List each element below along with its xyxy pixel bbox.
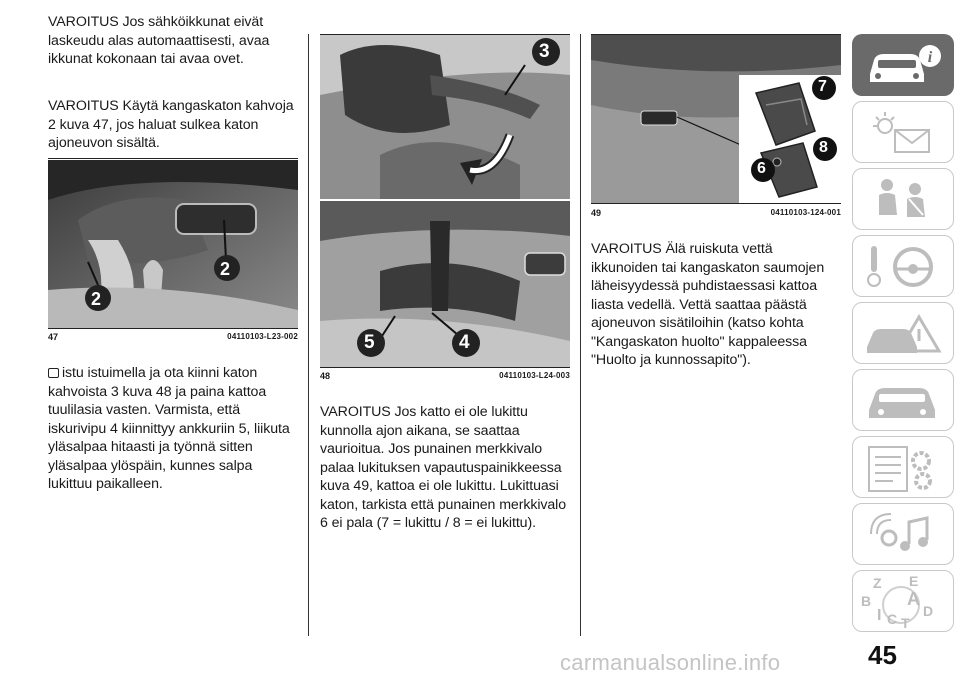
index-letter-z: Z [873, 575, 882, 591]
warning-text-1: VAROITUS Jos sähköikkunat eivät laskeudu alas automaattisesti, avaa ikkunat kokonaan tai avaa ovet. [48, 14, 270, 67]
figure-49-photo [591, 35, 841, 203]
warning-lights-icon [853, 102, 955, 164]
instruction-body: istu istuimella ja ota kiinni katon kahvoista 3 kuva 48 ja paina kattoa tuulilasia vasten. Varmista, että iskurivipu 4 kiinnittyy ankkuriin 5, liikuta yläsalpaa hitaasti ja työnnä sitten yläsalpaa ylöspäin, kunnes salpa lukittuu paikalleen. [48, 365, 290, 492]
multimedia-icon [853, 504, 955, 566]
index-letter-t: T [901, 615, 910, 631]
column-divider-2 [580, 34, 581, 636]
figure-49-label-7: 7 [818, 78, 827, 95]
index-letter-c: C [887, 611, 898, 627]
index-letter-a: A [907, 589, 920, 609]
index-letter-i: I [877, 607, 882, 624]
figure-47-top-rule [48, 158, 298, 159]
figure-49-label-6: 6 [757, 160, 766, 177]
figure-49-bottom-rule [591, 203, 841, 204]
tab-steering[interactable] [852, 235, 954, 297]
figure-48-label-3: 3 [539, 41, 550, 62]
index-letter-e: E [909, 573, 919, 589]
figure-49-number: 49 [591, 208, 602, 218]
figure-48-photo-bottom [320, 201, 570, 367]
figure-48-label-4: 4 [459, 332, 470, 353]
figure-47-number: 47 [48, 332, 59, 342]
figure-48-bottom-rule [320, 367, 570, 368]
index-letter-b: B [861, 593, 872, 609]
figure-47-photo [48, 160, 298, 328]
breakdown-icon [853, 303, 955, 365]
figure-48-caption [320, 371, 570, 381]
steering-wheel-icon [853, 236, 955, 298]
figure-48-code: 04110103-L24-003 [499, 371, 570, 380]
figure-49-code: 04110103-124-001 [770, 208, 841, 217]
figure-48-photo-top [320, 35, 570, 199]
figure-47-bottom-rule [48, 328, 298, 329]
page-number: 45 [868, 640, 897, 670]
figure-47-label-2b: 2 [91, 289, 102, 309]
svg-text:i: i [927, 49, 933, 66]
figure-47-code: 04110103-L23-002 [227, 332, 298, 341]
car-service-icon [853, 370, 955, 432]
warning-text-4: VAROITUS Älä ruiskuta vettä ikkunoiden tai kangaskaton saumojen läheisyydessä puhdistaessasi kattoa liasta vedellä. Vettä saattaa päästä ajoneuvon sisätiloihin (katso kohta "Kangaskaton huolto" kappaleessa "Huolto ja kunnossapito"). [591, 241, 825, 368]
tab-specifications[interactable] [852, 436, 954, 498]
warning-text-3: VAROITUS Jos katto ei ole lukittu kunnolla ajon aikana, se saattaa vaurioitua. Jos punainen merkkivalo palaa lukituksen vapautuspainikkeessa kuva 49, kattoa ei ole lukittu. Lukittuasi katon, tarkista että punainen merkkivalo 6 ei pala (7 = lukittu / 8 = ei lukittu). [320, 404, 566, 531]
figure-47-label-2a: 2 [220, 259, 231, 279]
checkbox-icon [48, 368, 59, 378]
tab-breakdown[interactable] [852, 302, 954, 364]
index-letter-d: D [923, 603, 934, 619]
tab-index[interactable] [852, 570, 954, 632]
watermark: carmanualsonline.info [560, 650, 781, 675]
column-divider-1 [308, 34, 309, 636]
warning-text-2: VAROITUS Käytä kangaskaton kahvoja 2 kuva 47, jos haluat sulkea katon ajoneuvon sisältä. [48, 98, 294, 151]
tab-airbag-seatbelt[interactable] [852, 168, 954, 230]
figure-48-number: 48 [320, 371, 331, 381]
car-info-icon [852, 34, 954, 96]
tab-car-service[interactable] [852, 369, 954, 431]
figure-49-caption [591, 208, 841, 218]
figure-49-label-8: 8 [819, 139, 828, 156]
specifications-icon [853, 437, 955, 499]
figure-47-caption [48, 332, 298, 342]
figure-48-label-5: 5 [364, 332, 375, 353]
tab-car-info[interactable] [852, 34, 954, 96]
airbag-seatbelt-icon [853, 169, 955, 231]
tab-warning-lights[interactable] [852, 101, 954, 163]
instruction-text [48, 364, 298, 494]
tab-multimedia[interactable] [852, 503, 954, 565]
